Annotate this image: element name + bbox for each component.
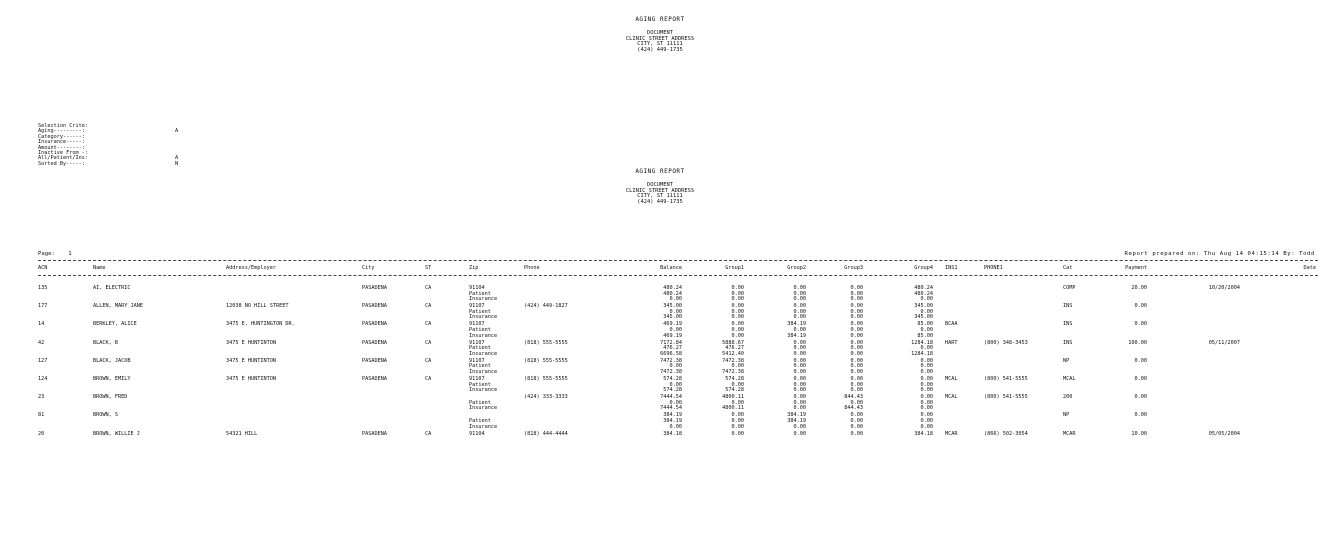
ins1-cell: HART — [945, 339, 958, 346]
g1-amount-cell: 0.00 — [731, 381, 744, 388]
phone1-cell: (866) 502-3054 — [984, 430, 1028, 437]
g3-amount-cell: 0.00 — [850, 296, 863, 303]
g2-amount-cell: 0.00 — [793, 308, 806, 315]
address-cell: 12038 NO HILL STREET — [226, 303, 289, 310]
selection-label: Amount--------: — [38, 144, 85, 151]
g3-amount-cell: 0.00 — [850, 423, 863, 430]
phone-cell: (818) 555-5555 — [524, 339, 568, 346]
zip-cell: 91107 — [469, 339, 485, 346]
selection-value: A — [175, 128, 179, 135]
phone-cell: (818) 555-5555 — [524, 376, 568, 382]
g2-amount-cell: 0.00 — [793, 399, 806, 406]
g1-amount-cell: 5412.40 — [722, 350, 744, 357]
bal-amount-cell: 7472.38 — [660, 369, 682, 375]
g1-amount-cell: 0.00 — [731, 303, 744, 310]
payment-cell: 0.00 — [1134, 376, 1147, 382]
payment-cell: 100.00 — [1128, 339, 1147, 346]
g1-amount-cell: 7472.38 — [722, 357, 744, 364]
selection-value: A — [175, 155, 179, 162]
patient-sub-label: Patient — [469, 418, 491, 424]
org-name: DOCUMENT — [647, 182, 673, 189]
bal-amount-cell: 7172.84 — [660, 339, 682, 346]
g3-amount-cell: 0.00 — [850, 345, 863, 352]
insurance-sub-label: Insurance — [469, 296, 498, 303]
city-cell: PASADENA — [362, 357, 387, 364]
g2-amount-cell: 384.19 — [787, 418, 806, 424]
g3-amount-cell: 0.00 — [850, 332, 863, 339]
column-header: City — [362, 265, 375, 271]
g4-amount-cell: 480.24 — [914, 290, 933, 297]
zip-cell: 91107 — [469, 321, 485, 328]
name-cell: BLACK, B — [93, 339, 118, 346]
g4-amount-cell: 345.00 — [914, 314, 933, 321]
column-header: Group3 — [844, 265, 863, 271]
bal-amount-cell: 480.24 — [663, 285, 682, 291]
city-cell: PASADENA — [362, 285, 387, 291]
acn-cell: 127 — [38, 357, 48, 364]
name-cell: BLACK, JACOB — [93, 357, 131, 364]
phone1-cell: (800) 541-5555 — [984, 376, 1028, 382]
g1-amount-cell: 4800.11 — [722, 394, 744, 401]
bal-amount-cell: 0.00 — [669, 327, 682, 333]
g4-amount-cell: 0.00 — [920, 423, 933, 430]
bal-amount-cell: 469.19 — [663, 321, 682, 328]
g3-amount-cell: 0.00 — [850, 381, 863, 388]
insurance-sub-label: Insurance — [469, 350, 498, 357]
city-cell: PASADENA — [362, 339, 387, 346]
patient-sub-label: Patient — [469, 327, 491, 333]
phone1-cell: (800) 541-5555 — [984, 394, 1028, 401]
g3-amount-cell: 0.00 — [850, 418, 863, 424]
g1-amount-cell: 0.00 — [731, 290, 744, 297]
zip-cell: 91104 — [469, 430, 485, 437]
g1-amount-cell: 0.00 — [731, 285, 744, 291]
g3-amount-cell: 0.00 — [850, 387, 863, 394]
category-cell: INS — [1063, 339, 1073, 346]
g3-amount-cell: 0.00 — [850, 339, 863, 346]
g4-amount-cell: 0.00 — [920, 387, 933, 394]
acn-cell: 42 — [38, 339, 45, 346]
g2-amount-cell: 384.19 — [787, 321, 806, 328]
bal-amount-cell: 469.19 — [663, 332, 682, 339]
ins1-cell: BCAA — [945, 321, 958, 328]
column-header: Zip — [469, 265, 479, 271]
page-label: Page: — [38, 251, 55, 257]
bal-amount-cell: 574.28 — [663, 387, 682, 394]
column-header: Payment — [1125, 265, 1147, 271]
column-header: PHONE1 — [984, 265, 1003, 271]
g3-amount-cell: 0.00 — [850, 285, 863, 291]
g2-amount-cell: 0.00 — [793, 405, 806, 412]
g3-amount-cell: 0.00 — [850, 308, 863, 315]
g4-amount-cell: 345.00 — [914, 303, 933, 310]
g1-amount-cell: 0.00 — [731, 418, 744, 424]
g4-amount-cell: 384.18 — [914, 430, 933, 437]
acn-cell: 23 — [38, 394, 45, 401]
name-cell: ALLEN, MARY JANE — [93, 303, 143, 310]
g1-amount-cell: 476.27 — [725, 345, 744, 352]
acn-cell: 124 — [38, 376, 48, 382]
date-cell: 05/11/2007 — [1208, 339, 1240, 346]
bal-amount-cell: 384.18 — [663, 430, 682, 437]
bal-amount-cell: 0.00 — [669, 381, 682, 388]
address-cell: 3475 E. HUNTINGTON DR. — [226, 321, 295, 328]
org-phone: (424) 449-1735 — [637, 198, 683, 205]
column-header: ST — [425, 265, 432, 271]
city-cell: PASADENA — [362, 303, 387, 310]
bal-amount-cell: 7472.38 — [660, 357, 682, 364]
patient-sub-label: Patient — [469, 290, 491, 297]
name-cell: BROWN, EMILY — [93, 376, 131, 382]
org-city: CITY, ST 11111 — [637, 193, 683, 200]
category-cell: INS — [1063, 303, 1073, 310]
state-cell: CA — [425, 376, 432, 382]
g2-amount-cell: 0.00 — [793, 363, 806, 370]
g2-amount-cell: 384.19 — [787, 412, 806, 419]
address-cell: 3475 E HUNTINTON — [226, 339, 276, 346]
g4-amount-cell: 0.00 — [920, 394, 933, 401]
g3-amount-cell: 0.00 — [850, 350, 863, 357]
payment-cell: 0.00 — [1134, 321, 1147, 328]
g3-amount-cell: 0.00 — [850, 357, 863, 364]
column-header: Name — [93, 265, 106, 271]
date-cell: 05/05/2004 — [1208, 430, 1240, 437]
selection-label: Aging---------: — [38, 128, 85, 135]
insurance-sub-label: Insurance — [469, 314, 498, 321]
bal-amount-cell: 0.00 — [669, 296, 682, 303]
selection-label: Inactive From -: — [38, 149, 88, 156]
g4-amount-cell: 0.00 — [920, 376, 933, 382]
g1-amount-cell: 0.00 — [731, 430, 744, 437]
acn-cell: 177 — [38, 303, 48, 310]
g4-amount-cell: 0.00 — [920, 412, 933, 419]
g2-amount-cell: 0.00 — [793, 350, 806, 357]
g4-amount-cell: 0.00 — [920, 405, 933, 412]
city-cell: PASADENA — [362, 430, 387, 437]
g4-amount-cell: 85.00 — [917, 332, 933, 339]
g3-amount-cell: 0.00 — [850, 321, 863, 328]
separator-top — [38, 260, 1318, 261]
separator-header — [38, 275, 1318, 276]
g1-amount-cell: 0.00 — [731, 308, 744, 315]
payment-cell: 10.00 — [1131, 430, 1147, 437]
bal-amount-cell: 480.24 — [663, 290, 682, 297]
zip-cell: 91104 — [469, 285, 485, 291]
column-header: INS1 — [945, 265, 958, 271]
date-cell: 10/20/2004 — [1208, 285, 1240, 291]
g1-amount-cell: 0.00 — [731, 423, 744, 430]
g4-amount-cell: 0.00 — [920, 399, 933, 406]
report-title: AGING REPORT — [635, 168, 685, 175]
report-header-second — [550, 169, 770, 205]
address-cell: 3475 E HUNTINTON — [226, 357, 276, 364]
address-cell: 3475 E HUNTINTON — [226, 376, 276, 382]
report-title: AGING REPORT — [635, 16, 685, 23]
column-header: Group1 — [725, 265, 744, 271]
insurance-sub-label: Insurance — [469, 369, 498, 375]
selection-row — [38, 160, 179, 167]
bal-amount-cell: 345.00 — [663, 314, 682, 321]
state-cell: CA — [425, 339, 432, 346]
acn-cell: 135 — [38, 285, 48, 291]
bal-amount-cell: 384.19 — [663, 418, 682, 424]
report-header-top — [550, 17, 770, 53]
g2-amount-cell: 0.00 — [793, 327, 806, 333]
g2-amount-cell: 0.00 — [793, 430, 806, 437]
city-cell: PASADENA — [362, 376, 387, 382]
bal-amount-cell: 0.00 — [669, 363, 682, 370]
bal-amount-cell: 7444.54 — [660, 405, 682, 412]
g3-amount-cell: 0.00 — [850, 303, 863, 310]
g2-amount-cell: 384.19 — [787, 332, 806, 339]
column-header: Address/Employer — [226, 265, 276, 271]
g1-amount-cell: 0.00 — [731, 412, 744, 419]
bal-amount-cell: 0.00 — [669, 308, 682, 315]
category-cell: MCAR — [1063, 430, 1076, 437]
g1-amount-cell: 0.00 — [731, 363, 744, 370]
selection-label: Category------: — [38, 133, 85, 140]
g1-amount-cell: 5888.67 — [722, 339, 744, 346]
g2-amount-cell: 0.00 — [793, 303, 806, 310]
g2-amount-cell: 0.00 — [793, 285, 806, 291]
g3-amount-cell: 0.00 — [850, 399, 863, 406]
g4-amount-cell: 85.00 — [917, 321, 933, 328]
g1-amount-cell: 0.00 — [731, 321, 744, 328]
bal-amount-cell: 345.00 — [663, 303, 682, 310]
address-cell: 54321 HILL — [226, 430, 258, 437]
category-cell: COMP — [1063, 285, 1076, 291]
g4-amount-cell: 0.00 — [920, 418, 933, 424]
g2-amount-cell: 0.00 — [793, 394, 806, 401]
g4-amount-cell: 0.00 — [920, 345, 933, 352]
bal-amount-cell: 0.00 — [669, 423, 682, 430]
zip-cell: 91107 — [469, 303, 485, 310]
column-header: ACN — [38, 265, 48, 271]
bal-amount-cell: 7444.54 — [660, 394, 682, 401]
category-cell: NP — [1063, 412, 1070, 419]
g2-amount-cell: 0.00 — [793, 339, 806, 346]
state-cell: CA — [425, 321, 432, 328]
page-indicator — [38, 251, 72, 257]
g4-amount-cell: 0.00 — [920, 363, 933, 370]
g1-amount-cell: 0.00 — [731, 296, 744, 303]
column-header: Cat — [1063, 265, 1073, 271]
g2-amount-cell: 0.00 — [793, 376, 806, 382]
city-cell: PASADENA — [362, 321, 387, 328]
g3-amount-cell: 0.00 — [850, 369, 863, 375]
selection-value: N — [175, 160, 179, 167]
g4-amount-cell: 480.24 — [914, 285, 933, 291]
g2-amount-cell: 0.00 — [793, 369, 806, 375]
g4-amount-cell: 0.00 — [920, 369, 933, 375]
page-number: 1 — [68, 251, 72, 257]
category-cell: 200 — [1063, 394, 1073, 401]
g4-amount-cell: 0.00 — [920, 357, 933, 364]
column-header: Phone — [524, 265, 540, 271]
zip-cell: 91107 — [469, 376, 485, 382]
selection-criteria — [38, 123, 179, 167]
selection-label: Selection Crite: — [38, 123, 88, 129]
patient-sub-label: Patient — [469, 308, 491, 315]
g2-amount-cell: 0.00 — [793, 345, 806, 352]
column-header: Date — [1303, 265, 1316, 271]
payment-cell: 0.00 — [1134, 394, 1147, 401]
g3-amount-cell: 0.00 — [850, 412, 863, 419]
selection-label: Sorted By-----: — [38, 160, 85, 167]
bal-amount-cell: 0.00 — [669, 399, 682, 406]
g3-amount-cell: 844.43 — [844, 405, 863, 412]
name-cell: BROWN, FRED — [93, 394, 128, 401]
column-header: Group4 — [914, 265, 933, 271]
g1-amount-cell: 574.28 — [725, 376, 744, 382]
g3-amount-cell: 0.00 — [850, 363, 863, 370]
column-header: Group2 — [787, 265, 806, 271]
acn-cell: 81 — [38, 412, 45, 419]
category-cell: NP — [1063, 357, 1070, 364]
insurance-sub-label: Insurance — [469, 423, 498, 430]
g4-amount-cell: 1284.18 — [911, 339, 933, 346]
g4-amount-cell: 0.00 — [920, 327, 933, 333]
g2-amount-cell: 0.00 — [793, 423, 806, 430]
acn-cell: 20 — [38, 430, 45, 437]
phone-cell: (424) 449-1827 — [524, 303, 568, 310]
g2-amount-cell: 0.00 — [793, 290, 806, 297]
phone-cell: (818) 555-5555 — [524, 357, 568, 364]
phone-cell: (424) 333-3333 — [524, 394, 568, 401]
patient-sub-label: Patient — [469, 345, 491, 352]
report-prepared-line: Report prepared on: Thu Aug 14 04:15:14 By: Todd — [1124, 251, 1315, 257]
column-header: Balance — [660, 265, 682, 271]
state-cell: CA — [425, 303, 432, 310]
g1-amount-cell: 0.00 — [731, 327, 744, 333]
bal-amount-cell: 6696.58 — [660, 350, 682, 357]
acn-cell: 14 — [38, 321, 45, 328]
g1-amount-cell: 0.00 — [731, 399, 744, 406]
org-name: DOCUMENT — [647, 30, 673, 37]
patient-sub-label: Patient — [469, 399, 491, 406]
g4-amount-cell: 0.00 — [920, 381, 933, 388]
g1-amount-cell: 0.00 — [731, 332, 744, 339]
g4-amount-cell: 0.00 — [920, 308, 933, 315]
g4-amount-cell: 1284.18 — [911, 350, 933, 357]
g3-amount-cell: 844.43 — [844, 394, 863, 401]
name-cell: AI, ELECTRIC — [93, 285, 131, 291]
org-address: CLINIC STREET ADDRESS — [625, 187, 695, 194]
insurance-sub-label: Insurance — [469, 387, 498, 394]
g2-amount-cell: 0.00 — [793, 314, 806, 321]
g2-amount-cell: 0.00 — [793, 387, 806, 394]
g3-amount-cell: 0.00 — [850, 290, 863, 297]
payment-cell: 0.00 — [1134, 412, 1147, 419]
g3-amount-cell: 0.00 — [850, 430, 863, 437]
category-cell: INS — [1063, 321, 1073, 328]
org-city: CITY, ST 11111 — [637, 41, 683, 48]
g4-amount-cell: 0.00 — [920, 296, 933, 303]
selection-label: Insurance-----: — [38, 139, 85, 146]
g3-amount-cell: 0.00 — [850, 314, 863, 321]
ins1-cell: MCAR — [945, 430, 958, 437]
g3-amount-cell: 0.00 — [850, 376, 863, 382]
insurance-sub-label: Insurance — [469, 405, 498, 412]
selection-label: All/Patient/Ins: — [38, 155, 88, 162]
payment-cell: 20.00 — [1131, 285, 1147, 291]
g1-amount-cell: 7472.38 — [722, 369, 744, 375]
org-phone: (424) 449-1735 — [637, 46, 683, 53]
state-cell: CA — [425, 285, 432, 291]
org-address: CLINIC STREET ADDRESS — [625, 35, 695, 42]
patient-sub-label: Patient — [469, 363, 491, 370]
insurance-sub-label: Insurance — [469, 332, 498, 339]
g2-amount-cell: 0.00 — [793, 296, 806, 303]
patient-sub-label: Patient — [469, 381, 491, 388]
zip-cell: 91107 — [469, 357, 485, 364]
category-cell: MCAL — [1063, 376, 1076, 382]
ins1-cell: MCAL — [945, 394, 958, 401]
payment-cell: 0.00 — [1134, 303, 1147, 310]
state-cell: CA — [425, 357, 432, 364]
name-cell: BERKLEY, ALICE — [93, 321, 137, 328]
name-cell: BROWN, S — [93, 412, 118, 419]
bal-amount-cell: 574.28 — [663, 376, 682, 382]
bal-amount-cell: 476.27 — [663, 345, 682, 352]
g2-amount-cell: 0.00 — [793, 381, 806, 388]
state-cell: CA — [425, 430, 432, 437]
ins1-cell: MCAL — [945, 376, 958, 382]
g1-amount-cell: 4800.11 — [722, 405, 744, 412]
g2-amount-cell: 0.00 — [793, 357, 806, 364]
phone-cell: (818) 444-4444 — [524, 430, 568, 437]
payment-cell: 0.00 — [1134, 357, 1147, 364]
g3-amount-cell: 0.00 — [850, 327, 863, 333]
g1-amount-cell: 574.28 — [725, 387, 744, 394]
name-cell: BROWN, WILLIE J — [93, 430, 140, 437]
phone1-cell: (800) 348-3453 — [984, 339, 1028, 346]
g1-amount-cell: 0.00 — [731, 314, 744, 321]
bal-amount-cell: 384.19 — [663, 412, 682, 419]
